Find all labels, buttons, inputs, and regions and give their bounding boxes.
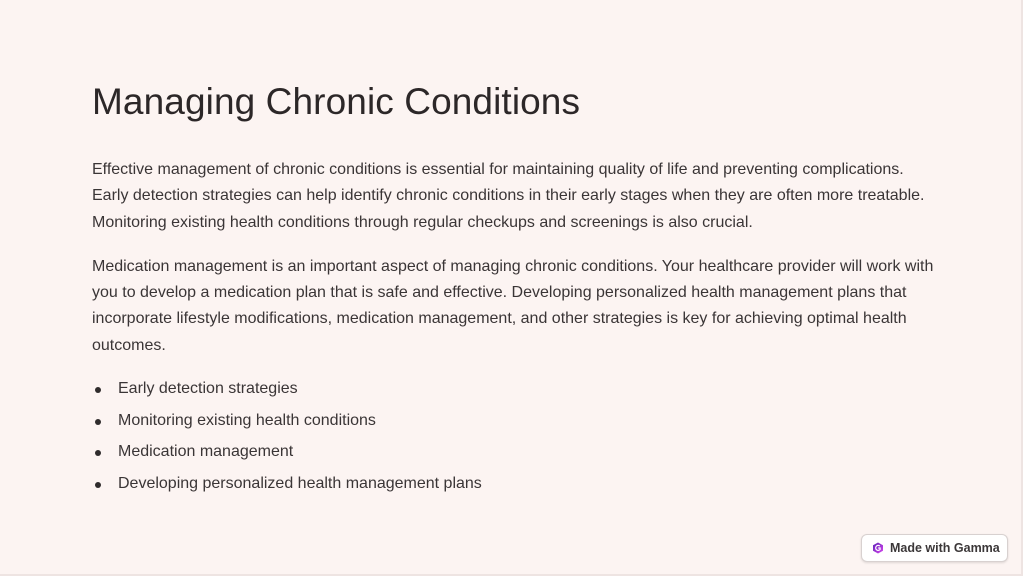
- list-item: [92, 440, 942, 472]
- made-with-gamma-button[interactable]: [861, 534, 1008, 562]
- bullet-dot-icon: [95, 419, 101, 425]
- bullet-dot-icon: [95, 387, 101, 393]
- list-item-text: Monitoring existing health conditions: [118, 411, 376, 429]
- list-item-text: Medication management: [118, 443, 294, 461]
- list-item: [92, 377, 942, 409]
- medication-paragraph: Medication management is an important aspect of managing chronic conditions. Your healthcare provider will work with you to develop a medication plan that is safe and effective. Developing personalized health management plans that incorporate lifestyle modifications, medication management, and other strategies is key for achieving optimal health outcomes.: [92, 257, 934, 354]
- list-item-text: Developing personalized health management plans: [118, 475, 482, 493]
- list-item: [92, 472, 942, 504]
- bullet-dot-icon: [95, 482, 101, 488]
- slide-title: Managing Chronic Conditions: [92, 81, 581, 122]
- intro-paragraph: Effective management of chronic conditions is essential for maintaining quality of life and preventing complications. Early detection strategies can help identify chronic conditions in their early stages when they are often more treatable. Monitoring existing health conditions through regular checkups and screenings is also crucial.: [92, 161, 925, 231]
- list-item-text: Early detection strategies: [118, 380, 298, 398]
- gamma-logo-icon: [872, 542, 884, 554]
- list-item: [92, 409, 942, 441]
- made-with-gamma-label: Made with Gamma: [890, 541, 1000, 555]
- bullet-dot-icon: [95, 450, 101, 456]
- slide-content: [92, 78, 942, 504]
- bullet-list: [92, 377, 942, 504]
